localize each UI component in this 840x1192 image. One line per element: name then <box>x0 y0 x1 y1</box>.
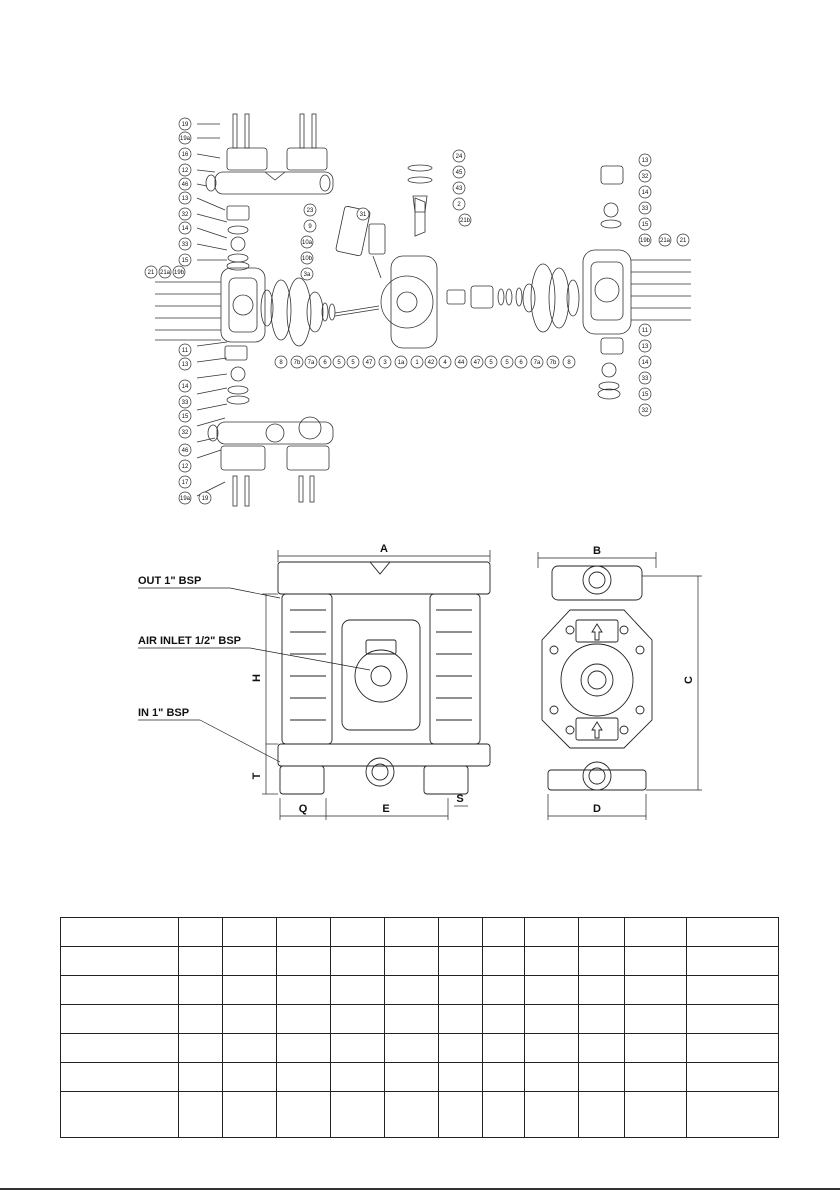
table-row <box>61 1092 779 1138</box>
part-label: 13 <box>641 158 649 164</box>
dim-letter-s: S <box>456 793 464 805</box>
part-label: 12 <box>181 168 189 174</box>
part-label: 32 <box>181 430 189 436</box>
part-label: 43 <box>455 186 463 192</box>
part-label: 5 <box>489 360 493 366</box>
inlet-callout: IN 1" BSP <box>138 707 190 719</box>
part-label: 46 <box>181 182 189 188</box>
dim-letter-t: T <box>251 772 263 780</box>
part-label: 1a <box>397 360 405 366</box>
part-label: 15 <box>181 414 189 420</box>
part-label: 19 <box>201 496 209 502</box>
part-label: 42 <box>427 360 435 366</box>
dim-letter-e: E <box>382 803 390 815</box>
part-label: 15 <box>641 392 649 398</box>
part-label: 14 <box>181 384 189 390</box>
dim-letter-c: C <box>683 676 695 684</box>
part-label: 5 <box>505 360 509 366</box>
part-label: 6 <box>323 360 327 366</box>
part-label: 9 <box>308 224 312 230</box>
exploded-view-drawing <box>135 110 695 520</box>
part-label: 13 <box>181 196 189 202</box>
part-label: 47 <box>473 360 481 366</box>
table-row <box>61 1063 779 1092</box>
part-label: 13 <box>181 362 189 368</box>
outlet-callout: OUT 1" BSP <box>138 575 202 587</box>
part-label: 7a <box>533 360 541 366</box>
part-label: 19a <box>179 136 191 142</box>
part-label: 32 <box>181 212 189 218</box>
part-label: 45 <box>455 170 463 176</box>
part-label: 7b <box>549 360 557 366</box>
dim-letter-a: A <box>380 543 388 555</box>
dimension-drawing <box>130 540 730 830</box>
dim-letter-d: D <box>593 803 601 815</box>
part-label: 19 <box>181 122 189 128</box>
part-label: 14 <box>641 190 649 196</box>
part-label: 5 <box>337 360 341 366</box>
part-label: 14 <box>641 360 649 366</box>
table-row <box>61 976 779 1005</box>
part-label: 32 <box>641 408 649 414</box>
part-label: 44 <box>457 360 465 366</box>
part-label: 21a <box>159 270 171 276</box>
table-row <box>61 1034 779 1063</box>
table-row <box>61 918 779 947</box>
part-label: 12 <box>181 464 189 470</box>
part-label: 15 <box>641 222 649 228</box>
part-label: 8 <box>567 360 571 366</box>
part-label: 33 <box>641 206 649 212</box>
part-label: 31 <box>359 212 367 218</box>
part-label: 6 <box>519 360 523 366</box>
part-label: 4 <box>443 360 447 366</box>
table-row <box>61 1005 779 1034</box>
dim-letter-h: H <box>251 674 263 682</box>
part-label: 46 <box>181 448 189 454</box>
part-label: 32 <box>641 174 649 180</box>
table-row <box>61 947 779 976</box>
part-label: 33 <box>641 376 649 382</box>
part-label: 17 <box>181 480 189 486</box>
part-label: 8 <box>279 360 283 366</box>
part-label: 15 <box>181 258 189 264</box>
part-label: 21a <box>659 238 671 244</box>
part-label: 33 <box>181 400 189 406</box>
part-label: 19b <box>173 270 185 276</box>
dim-letter-b: B <box>593 545 601 557</box>
part-label: 47 <box>365 360 373 366</box>
part-label: 7a <box>307 360 315 366</box>
part-label: 10a <box>301 240 313 246</box>
part-label: 16 <box>181 152 189 158</box>
part-label: 21 <box>679 238 687 244</box>
part-label: 3 <box>383 360 387 366</box>
part-label: 7b <box>293 360 301 366</box>
page-bottom-rule <box>0 1188 840 1190</box>
part-label: 21 <box>147 270 155 276</box>
part-label: 11 <box>641 328 649 334</box>
part-label: 10b <box>301 256 313 262</box>
part-label: 11 <box>181 348 189 354</box>
part-label: 19b <box>639 238 651 244</box>
part-label: 21b <box>459 218 471 224</box>
air-inlet-callout: AIR INLET 1/2" BSP <box>138 635 242 647</box>
part-label: 13 <box>641 344 649 350</box>
part-label: 24 <box>455 154 463 160</box>
part-label: 2 <box>457 202 461 208</box>
part-label: 19a <box>179 496 191 502</box>
part-label: 33 <box>181 242 189 248</box>
part-label: 14 <box>181 226 189 232</box>
dimension-table <box>60 917 779 1138</box>
dim-letter-q: Q <box>298 803 308 815</box>
part-label: 5 <box>351 360 355 366</box>
part-label: 1 <box>415 360 419 366</box>
part-label: 3a <box>303 272 311 278</box>
part-label: 23 <box>306 208 314 214</box>
